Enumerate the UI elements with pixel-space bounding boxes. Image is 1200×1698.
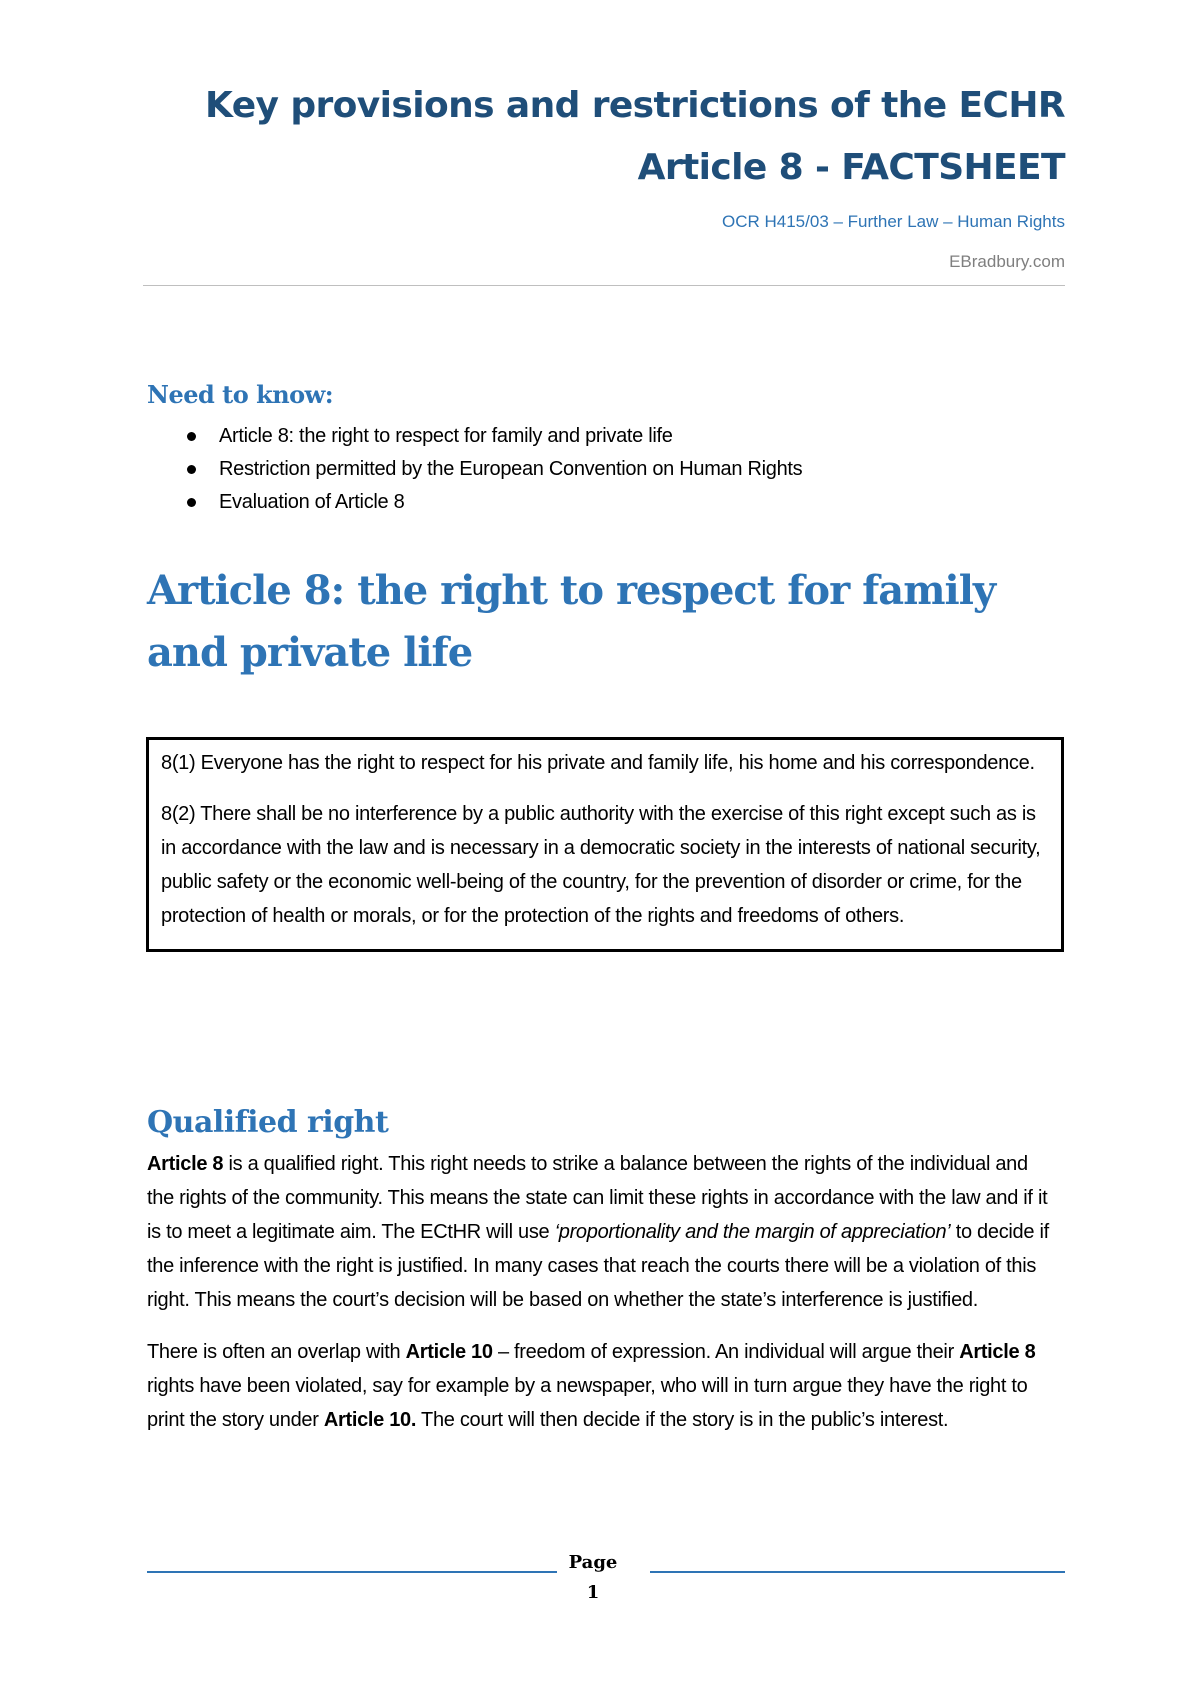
body-paragraph-1 <box>147 1147 1052 1317</box>
article-paragraph-2: 8(2) There shall be no interference by a public authority with the exercise of this right except such as is in accordance with the law and is necessary in a democratic society in the interests of national security, public safety or the economic well-being of the country, for the prevention of disorder or crime, for the protection of health or morals, or for the protection of the rights and freedoms of others. <box>161 803 1041 927</box>
course-subtitle: OCR H415/03 – Further Law – Human Rights <box>722 212 1065 231</box>
list-item-text: Article 8: the right to respect for family and private life <box>219 425 673 447</box>
need-to-know-heading: Need to know: <box>147 380 334 409</box>
article-paragraph-1: 8(1) Everyone has the right to respect for his private and family life, his home and his correspondence. <box>161 752 1035 774</box>
qualified-right-heading: Qualified right <box>147 1105 389 1140</box>
bold-term: Article 8 <box>147 1153 224 1175</box>
footer-rule-right <box>650 1571 1065 1573</box>
bullet-icon <box>187 498 196 507</box>
italic-term: ‘proportionality and the margin of appreciation’ <box>554 1221 951 1243</box>
bold-term: Article 10 <box>405 1341 493 1363</box>
list-item <box>147 453 802 486</box>
page-number <box>556 1548 630 1608</box>
article-heading: Article 8: the right to respect for family and private life <box>147 567 996 676</box>
need-to-know-list <box>147 420 802 519</box>
document-title-line-2: Article 8 - FACTSHEET <box>637 147 1065 188</box>
body-paragraph-2 <box>147 1335 1052 1437</box>
document-header <box>205 75 1065 273</box>
list-item-text: Evaluation of Article 8 <box>219 491 405 513</box>
bold-term: Article 8 <box>959 1341 1036 1363</box>
text-run: to decide if the inference with the right is justified. In many cases that reach the courts there will be a violation of this right. This means the court’s decision will be based on whether the state’s interference is justified. <box>147 1221 1049 1311</box>
page-label: Page <box>568 1552 618 1573</box>
document-title-line-1: Key provisions and restrictions of the ECHR <box>205 85 1065 126</box>
text-run: The court will then decide if the story is in the public’s interest. <box>416 1409 949 1431</box>
text-run: – freedom of expression. An individual will argue their <box>492 1341 960 1363</box>
text-run: is a qualified right. This right needs to strike a balance between the rights of the individual and the rights of the community. This means the state can limit these rights in accordance with the law and if it is to meet a legitimate aim. The ECtHR will use <box>147 1153 1048 1243</box>
page-number-value: 1 <box>586 1582 600 1603</box>
bullet-icon <box>187 432 196 441</box>
text-run: rights have been violated, say for example by a newspaper, who will in turn argue they have the right to print the story under <box>147 1375 1028 1431</box>
list-item <box>147 420 802 453</box>
list-item-text: Restriction permitted by the European Convention on Human Rights <box>219 458 803 480</box>
text-run: There is often an overlap with <box>147 1341 406 1363</box>
article-text-box <box>146 737 1064 952</box>
list-item <box>147 486 802 519</box>
bold-term: Article 10. <box>323 1409 417 1431</box>
qualified-right-body <box>147 1147 1052 1437</box>
site-name: EBradbury.com <box>949 252 1065 271</box>
bullet-icon <box>187 465 196 474</box>
header-divider <box>143 285 1065 286</box>
footer-rule-left <box>147 1571 557 1573</box>
